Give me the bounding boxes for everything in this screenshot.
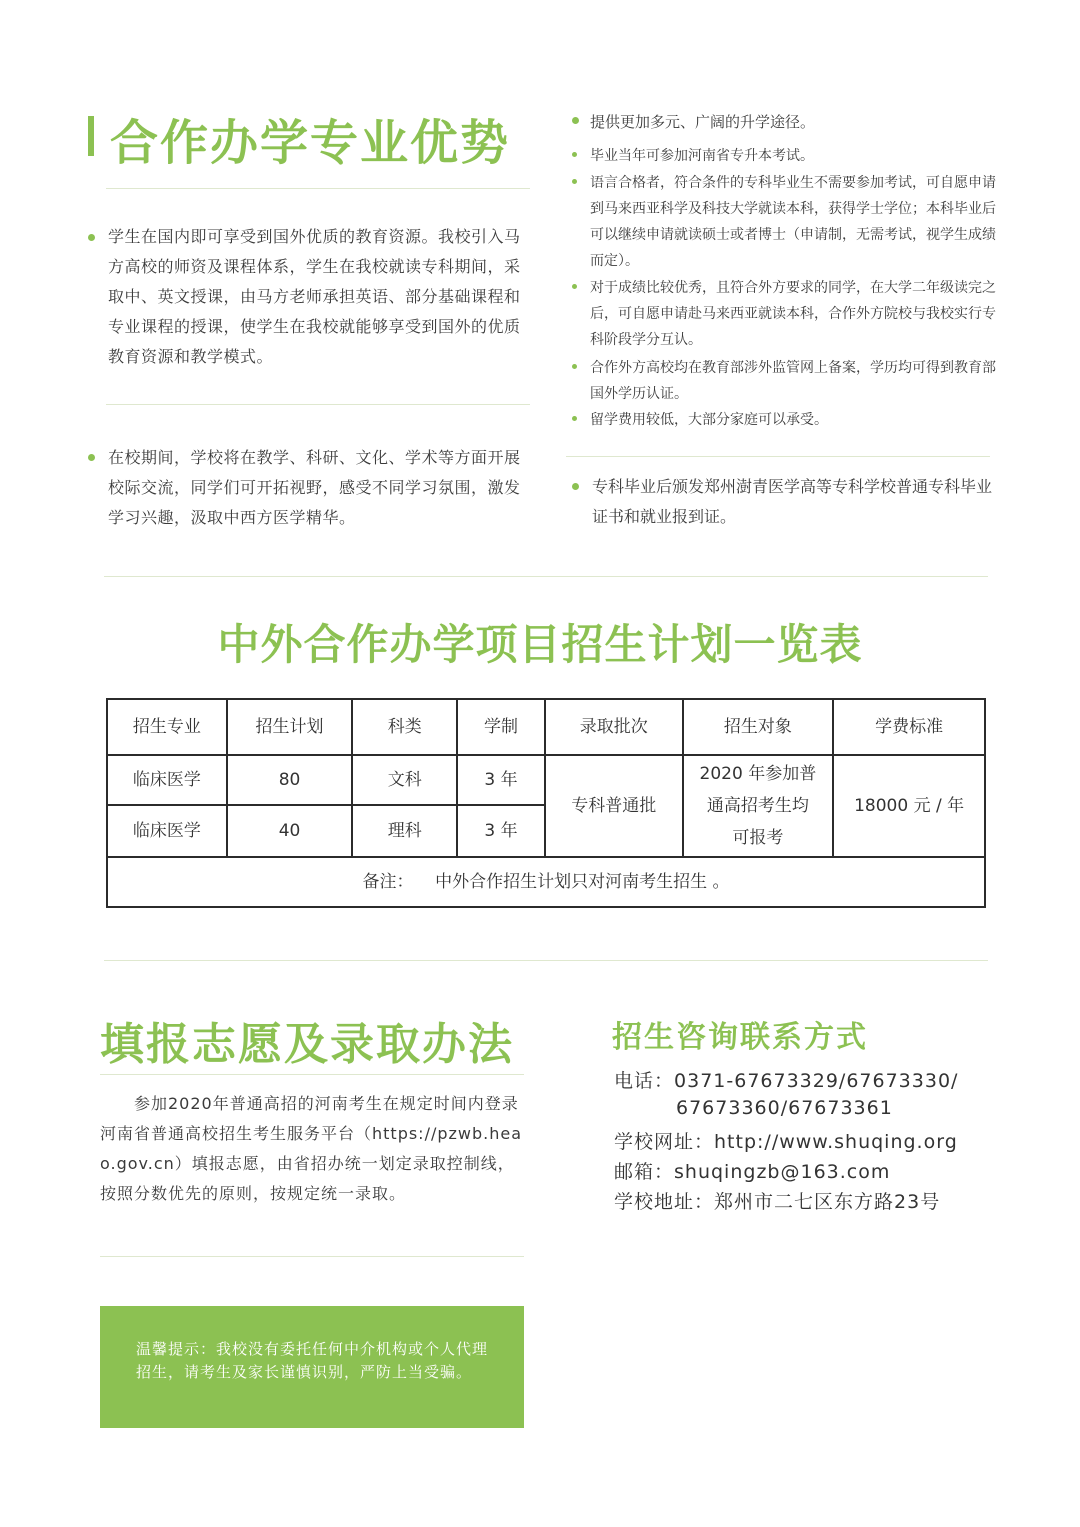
- warning-notice-text: 温馨提示：我校没有委托任何中介机构或个人代理招生，请考生及家长谨慎识别，严防上当受骗。: [136, 1340, 489, 1381]
- table-note-row: [107, 857, 985, 907]
- cell-batch: 专科普通批: [545, 755, 683, 857]
- enrollment-plan-table: [106, 698, 986, 908]
- application-paragraph: 参加2020年普通高招的河南考生在规定时间内登录河南省普通高校招生考生服务平台（https://pzwb.heao.gov.cn）填报志愿，由省招办统一划定录取控制线，按照分数优先的原则，按规定统一录取。: [100, 1094, 523, 1203]
- phone-value-1: 0371-67673329/67673330/: [674, 1070, 959, 1092]
- divider: [104, 576, 988, 577]
- cell-plan: 40: [227, 805, 353, 857]
- header-fee: 学费标准: [833, 699, 985, 755]
- bullet-dot: [572, 416, 577, 421]
- cell-plan: 80: [227, 755, 353, 805]
- advantage-item-3: 语言合格者，符合条件的专科毕业生不需要参加考试，可自愿申请到马来西亚科学及科技大学就读本科，获得学士学位；本科毕业后可以继续申请就读硕士或者博士（申请制，无需考试，视学生成绩而定）。: [590, 175, 996, 269]
- table-row: [107, 755, 985, 805]
- advantage-item-5: 合作外方高校均在教育部涉外监管网上备案，学历均可得到教育部国外学历认证。: [590, 360, 996, 402]
- bullet-dot: [88, 234, 95, 241]
- cell-fee: 18000 元 / 年: [833, 755, 985, 857]
- bullet-dot: [572, 483, 579, 490]
- warning-notice-box: [100, 1306, 524, 1428]
- target-line: 2020 年参加普: [699, 764, 817, 784]
- table-note: 备注： 中外合作招生计划只对河南考生招生 。: [107, 857, 985, 907]
- advantage-paragraph-2: 在校期间，学校将在教学、科研、文化、学术等方面开展校际交流，同学们可开拓视野，感受不同学习氛围，激发学习兴趣，汲取中西方医学精华。: [108, 448, 521, 527]
- address-label: 学校地址：: [614, 1191, 715, 1213]
- bullet-dot: [572, 364, 577, 369]
- website-label: 学校网址：: [614, 1131, 715, 1153]
- contact-address: [614, 1187, 940, 1214]
- header-target: 招生对象: [683, 699, 834, 755]
- address-value: 郑州市二七区东方路23号: [714, 1191, 941, 1213]
- section-title-application: 填报志愿及录取办法: [100, 1019, 514, 1070]
- header-plan: 招生计划: [227, 699, 353, 755]
- phone-label: 电话：: [614, 1070, 675, 1092]
- divider: [100, 1074, 524, 1075]
- target-line: 可报考: [732, 828, 784, 848]
- advantage-item-4: 对于成绩比较优秀，且符合外方要求的同学，在大学二年级读完之后，可自愿申请赴马来西亚就读本科，合作外方院校与我校实行专科阶段学分互认。: [590, 280, 996, 348]
- divider: [104, 960, 988, 961]
- title-accent-bar: [88, 116, 94, 156]
- header-major: 招生专业: [107, 699, 227, 755]
- cell-major: 临床医学: [107, 805, 227, 857]
- bullet-dot: [572, 179, 577, 184]
- header-batch: 录取批次: [545, 699, 683, 755]
- advantage-item-6: 留学费用较低，大部分家庭可以承受。: [590, 412, 828, 428]
- bullet-dot: [88, 454, 95, 461]
- bullet-dot: [572, 152, 577, 157]
- header-category: 科类: [352, 699, 457, 755]
- email-label: 邮箱：: [614, 1161, 675, 1183]
- table-header-row: [107, 699, 985, 755]
- header-duration: 学制: [457, 699, 545, 755]
- contact-phone-cont: 67673360/67673361: [676, 1097, 893, 1119]
- divider: [566, 456, 990, 457]
- advantage-item-1: 提供更加多元、广阔的升学途径。: [590, 113, 816, 131]
- target-line: 通高招考生均: [706, 796, 809, 816]
- contact-title: 招生咨询联系方式: [612, 1020, 868, 1055]
- section-title-advantages: 合作办学专业优势: [110, 115, 511, 171]
- divider: [106, 188, 530, 189]
- section-title-enrollment-plan: 中外合作办学项目招生计划一览表: [217, 620, 863, 669]
- cell-target: [683, 755, 834, 857]
- contact-phone: [614, 1066, 958, 1093]
- contact-email: [614, 1157, 890, 1184]
- cell-duration: 3 年: [457, 805, 545, 857]
- cell-major: 临床医学: [107, 755, 227, 805]
- email-link[interactable]: shuqingzb@163.com: [674, 1161, 891, 1183]
- cell-duration: 3 年: [457, 755, 545, 805]
- bullet-dot: [572, 284, 577, 289]
- diploma-note: 专科毕业后颁发郑州澍青医学高等专科学校普通专科毕业证书和就业报到证。: [592, 477, 993, 526]
- bullet-dot: [572, 117, 579, 124]
- contact-website: [614, 1127, 958, 1154]
- divider: [106, 404, 530, 405]
- website-link[interactable]: http://www.shuqing.org: [714, 1131, 958, 1153]
- cell-category: 文科: [352, 755, 457, 805]
- divider: [100, 1256, 524, 1257]
- advantage-paragraph-1: 学生在国内即可享受到国外优质的教育资源。我校引入马方高校的师资及课程体系，学生在我校就读专科期间，采取中、英文授课，由马方老师承担英语、部分基础课程和专业课程的授课，使学生在我校就能够享受到国外的优质教育资源和教学模式。: [108, 227, 521, 366]
- advantage-item-2: 毕业当年可参加河南省专升本考试。: [590, 148, 814, 164]
- cell-category: 理科: [352, 805, 457, 857]
